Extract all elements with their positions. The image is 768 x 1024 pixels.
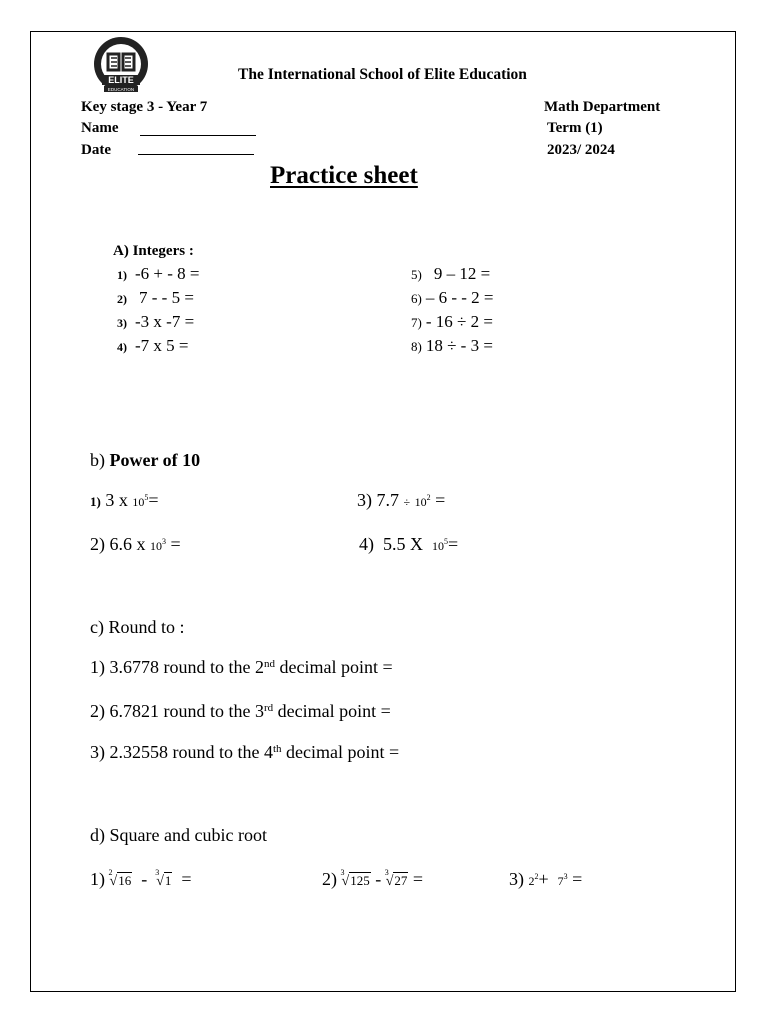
school-logo [84, 36, 158, 100]
root-expression: 3 √125 [340, 868, 370, 889]
name-line [140, 135, 256, 136]
date-label: Date [81, 142, 111, 158]
root-expression: 3 √1 [155, 868, 172, 889]
list-item: 3) $7.7 \div 10^2$ = [357, 490, 446, 510]
list-item: 2) 7 - - 5 = [117, 288, 194, 307]
list-item: 1) -6 + - 8 = [117, 264, 200, 283]
list-item: 7) - 16 ÷ 2 = [411, 312, 493, 331]
page-title: Practice sheet [270, 162, 418, 189]
key-stage: Key stage 3 - Year 7 [81, 99, 208, 115]
date-line [138, 154, 254, 155]
school-year: 2023/ 2024 [547, 142, 615, 158]
section-c-heading: c) Round to : [90, 617, 185, 637]
list-item: 3) -3 x -7 = [117, 312, 195, 331]
list-item: 6) – 6 - - 2 = [411, 288, 494, 307]
section-b-heading: b) Power of 10 [90, 450, 201, 470]
list-item: 2) 6.7821 round to the 3rd decimal point = [90, 701, 391, 721]
root-expression: 3 √27 [384, 868, 408, 889]
list-item: 1) 3 x $10^5=$ [90, 490, 159, 510]
list-item: 2) 3 √125 - 3 √27 = [322, 868, 424, 889]
svg-text:EDUCATION: EDUCATION [107, 87, 135, 92]
term: Term (1) [547, 120, 603, 136]
section-a-heading: A) Integers : [113, 243, 194, 259]
list-item: 4) -7 x 5 = [117, 336, 189, 355]
list-item: 1) 3.6778 round to the 2nd decimal point = [90, 657, 393, 677]
svg-text:ELITE: ELITE [108, 75, 134, 85]
list-item: 4) 5.5 X $10^5=$ [359, 534, 459, 554]
section-d-heading: d) Square and cubic root [90, 825, 267, 845]
name-label: Name [81, 120, 119, 136]
list-item: 1) 2 √16 - 3 √1 = [90, 868, 192, 889]
list-item: 2) 6.6 x $10^3$ = [90, 534, 181, 554]
list-item: 3) $2^2+ 7^3$ = [509, 869, 583, 889]
list-item: 5) 9 – 12 = [411, 264, 491, 283]
list-item: 8) 18 ÷ - 3 = [411, 336, 493, 355]
list-item: 3) 2.32558 round to the 4th decimal point = [90, 742, 400, 762]
root-expression: 2 √16 [108, 868, 132, 889]
school-name: The International School of Elite Education [238, 66, 527, 83]
department: Math Department [544, 99, 661, 115]
